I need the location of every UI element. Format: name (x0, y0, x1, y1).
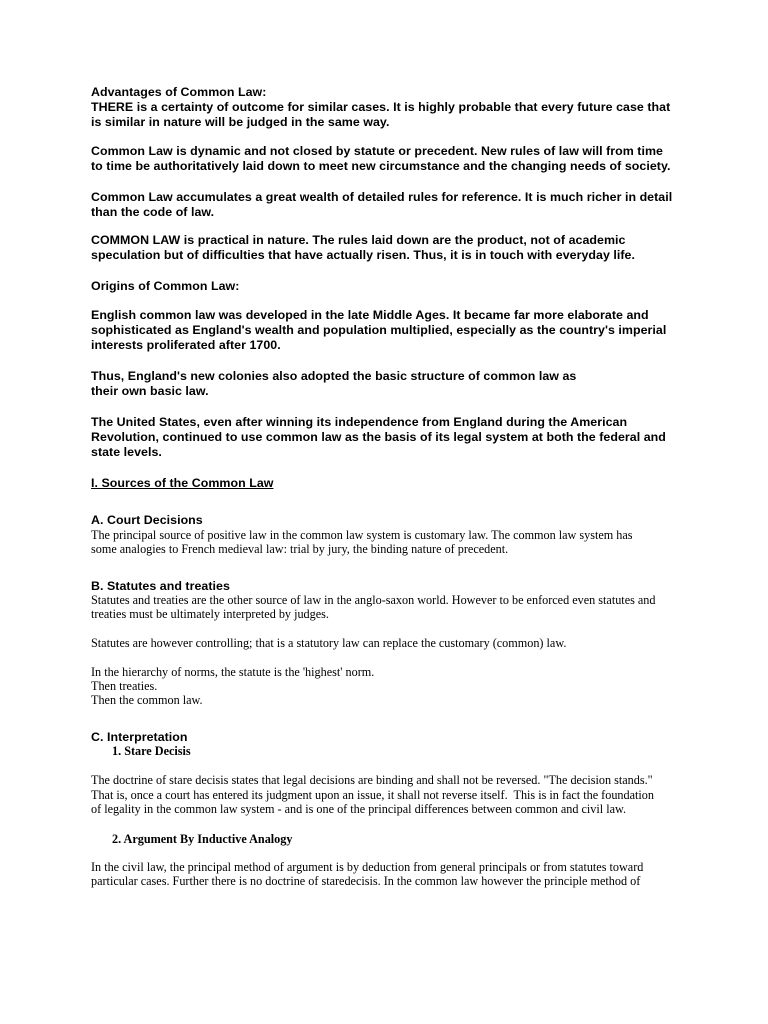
text-line: treaties must be ultimately interpreted by judges. (91, 607, 329, 621)
text-line: Advantages of Common Law: (91, 85, 267, 99)
text-line: than the code of law. (91, 205, 215, 219)
text-line: their own basic law. (91, 384, 209, 398)
text-line: Statutes are however controlling; that is a statutory law can replace the customary (common) law. (91, 636, 567, 650)
text-line: Statutes and treaties are the other source of law in the anglo-saxon world. However to be enforced even statutes and (91, 593, 656, 607)
text-line: Then the common law. (91, 693, 203, 707)
text-line: THERE is a certainty of outcome for similar cases. It is highly probable that every future case that (91, 100, 671, 114)
text-line: particular cases. Further there is no doctrine of staredecisis. In the common law however the principle method of (91, 874, 641, 888)
text-line: sophisticated as England's wealth and population multiplied, especially as the country's imperial (91, 323, 667, 337)
text-line: Revolution, continued to use common law as the basis of its legal system at both the federal and (91, 430, 666, 444)
text-line: B. Statutes and treaties (91, 579, 230, 593)
section-heading: 2. Argument By Inductive Analogy (112, 832, 293, 846)
text-line: The principal source of positive law in the common law system is customary law. The common law system has (91, 528, 633, 542)
text-line: some analogies to French medieval law: trial by jury, the binding nature of precedent. (91, 542, 509, 556)
text-line: to time be authoritatively laid down to meet new circumstance and the changing needs of society. (91, 159, 671, 173)
section-heading: 1. Stare Decisis (112, 744, 191, 758)
section-heading: I. Sources of the Common Law (91, 476, 274, 490)
text-line: A. Court Decisions (91, 513, 203, 527)
text-line: English common law was developed in the late Middle Ages. It became far more elaborate and (91, 308, 649, 322)
text-line: COMMON LAW is practical in nature. The rules laid down are the product, not of academic (91, 233, 626, 247)
text-line: state levels. (91, 445, 162, 459)
text-line: Then treaties. (91, 679, 158, 693)
text-line: That is, once a court has entered its judgment upon an issue, it shall not reverse itself. This is in fact the foundation (91, 788, 654, 802)
text-line: interests proliferated after 1700. (91, 338, 281, 352)
text-line: is similar in nature will be judged in the same way. (91, 115, 390, 129)
text-line: Origins of Common Law: (91, 279, 240, 293)
text-line: speculation but of difficulties that have actually risen. Thus, it is in touch with everyday life. (91, 248, 635, 262)
text-line: The United States, even after winning its independence from England during the American (91, 415, 628, 429)
text-line: The doctrine of stare decisis states that legal decisions are binding and shall not be reversed. "The decision stands." (91, 773, 653, 787)
text-line: Thus, England's new colonies also adopted the basic structure of common law as (91, 369, 577, 383)
text-line: Common Law accumulates a great wealth of detailed rules for reference. It is much richer in detail (91, 190, 673, 204)
text-line: of legality in the common law system - and is one of the principal differences between common and civil law. (91, 802, 627, 816)
text-line: In the hierarchy of norms, the statute is the 'highest' norm. (91, 665, 375, 679)
text-line: In the civil law, the principal method of argument is by deduction from general principals or from statutes toward (91, 860, 644, 874)
text-line: C. Interpretation (91, 730, 188, 744)
text-line: Common Law is dynamic and not closed by statute or precedent. New rules of law will from time (91, 144, 663, 158)
